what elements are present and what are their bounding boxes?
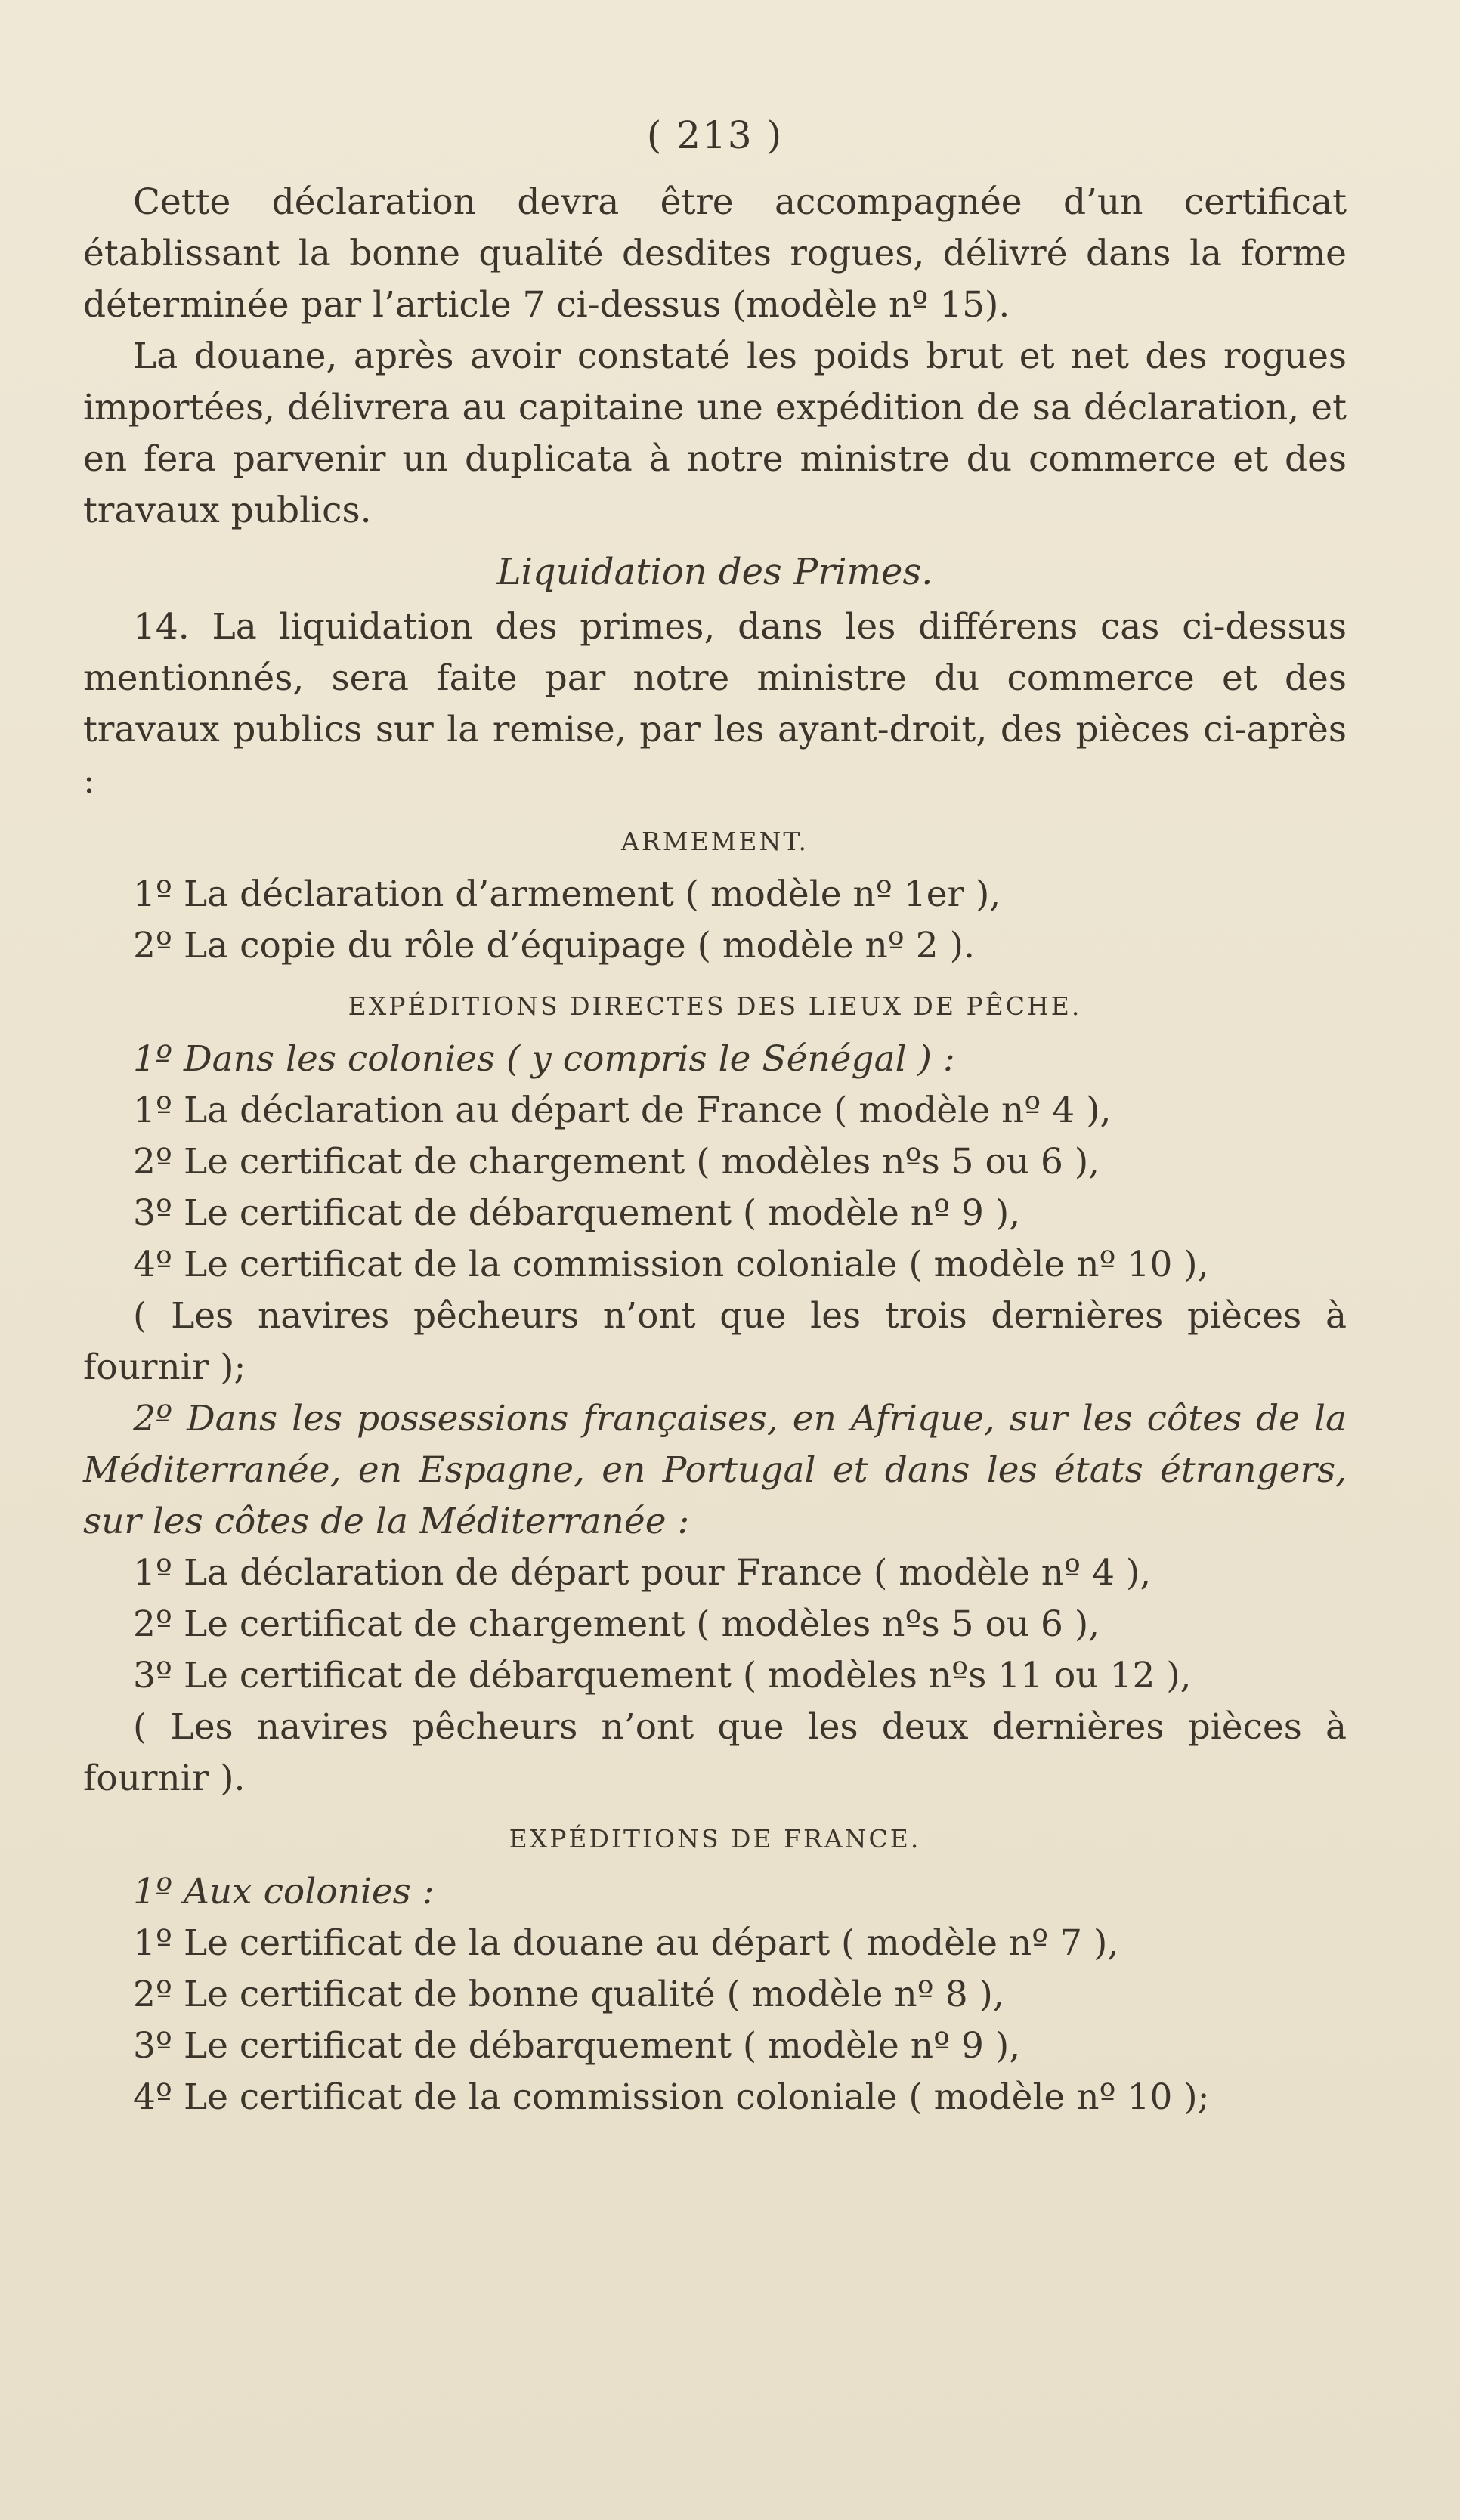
paragraph-certificate: Cette déclaration devra être accompagnée d’un certificat établissant la bonne qualité desdites rogues, délivré dans la forme déterminée par l’article 7 ci-dessus (modèle nº 15). — [83, 181, 1347, 326]
list-item: 2º Le certificat de chargement ( modèles nºs 5 ou 6 ), — [133, 1141, 1100, 1183]
list-item: 1º La déclaration de départ pour France ( modèle nº 4 ), — [133, 1552, 1152, 1594]
heading-armement: ARMEMENT. — [621, 827, 809, 856]
heading-expeditions-france: EXPÉDITIONS DE FRANCE. — [509, 1824, 921, 1854]
list-item: 1º La déclaration au départ de France ( modèle nº 4 ), — [133, 1090, 1112, 1131]
section-heading-liquidation: Liquidation des Primes. — [496, 551, 933, 593]
list-item: 3º Le certificat de débarquement ( modèle nº 9 ), — [133, 2025, 1021, 2067]
article-14: 14. La liquidation des primes, dans les différens cas ci-dessus mentionnés, sera faite par notre ministre du commerce et des travaux publics sur la remise, par les ayant-droit, des pièces ci-après : — [83, 606, 1347, 802]
list-item: 3º Le certificat de débarquement ( modèles nºs 11 ou 12 ), — [133, 1655, 1192, 1696]
subsection-title: 1º Aux colonies : — [133, 1871, 435, 1912]
list-item: 2º Le certificat de chargement ( modèles nºs 5 ou 6 ), — [133, 1603, 1100, 1645]
list-item: 4º Le certificat de la commission coloniale ( modèle nº 10 ); — [133, 2076, 1210, 2118]
list-item: 1º La déclaration d’armement ( modèle nº 1er ), — [133, 873, 1001, 915]
note: ( Les navires pêcheurs n’ont que les trois dernières pièces à fournir ); — [83, 1295, 1347, 1388]
subsection-title: 1º Dans les colonies ( y compris le Sénégal ) : — [133, 1038, 955, 1080]
list-item: 2º Le certificat de bonne qualité ( modèle nº 8 ), — [133, 1974, 1004, 2015]
list-item: 2º La copie du rôle d’équipage ( modèle nº 2 ). — [133, 925, 975, 966]
list-item: 1º Le certificat de la douane au départ ( modèle nº 7 ), — [133, 1922, 1119, 1964]
heading-expeditions-directes: EXPÉDITIONS DIRECTES DES LIEUX DE PÊCHE. — [348, 991, 1082, 1021]
paragraph-douane: La douane, après avoir constaté les poids brut et net des rogues importées, délivrera au capitaine une expédition de sa déclaration, et en fera parvenir un duplicata à notre ministre du commerce et des travaux publics. — [83, 335, 1347, 531]
subsection-title: 2º Dans les possessions françaises, en Afrique, sur les côtes de la Méditerranée, en Espagne, en Portugal et dans les états étrangers, sur les côtes de la Méditerranée : — [83, 1398, 1347, 1542]
page-number: ( 213 ) — [646, 113, 784, 157]
list-item: 4º Le certificat de la commission coloniale ( modèle nº 10 ), — [133, 1244, 1209, 1285]
note: ( Les navires pêcheurs n’ont que les deux dernières pièces à fournir ). — [83, 1706, 1347, 1799]
list-item: 3º Le certificat de débarquement ( modèle nº 9 ), — [133, 1192, 1021, 1234]
